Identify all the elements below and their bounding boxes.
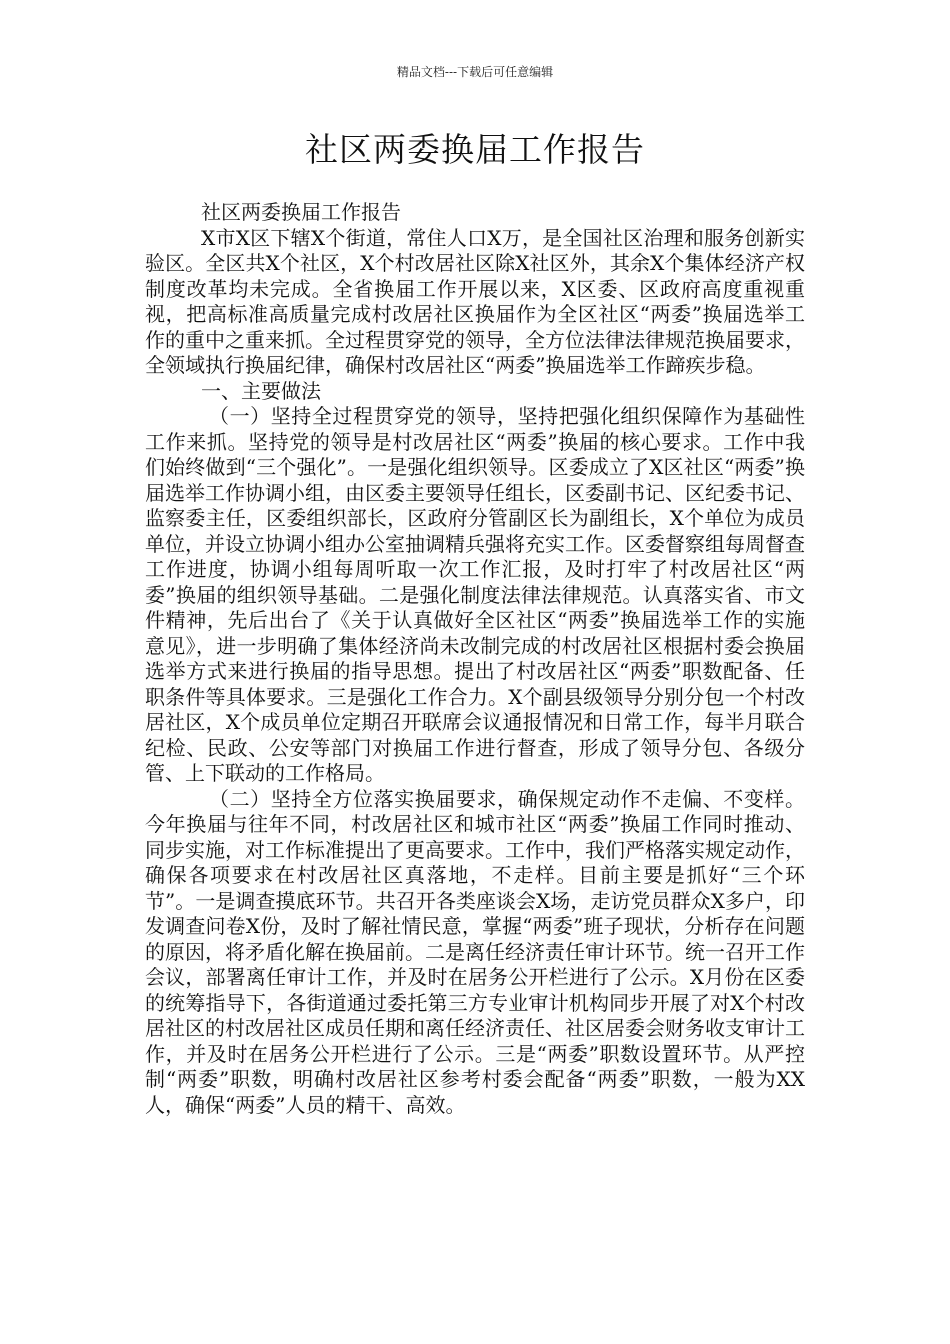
body-paragraph-section-2: （二）坚持全方位落实换届要求，确保规定动作不走偏、不变样。今年换届与往年不同，村改居社区和城市社区“两委”换届工作同时推动、同步实施，对工作标准提出了更高要求。工作中，我们严格落实规定动作，确保各项要求在村改居社区真落地，不走样。目前主要是抓好“三个环节”。一是调查摸底环节。共召开各类座谈会X场，走访党员群众X多户，印发调查问卷X份，及时了解社情民意，掌握“两委”班子现状，分析存在问题的原因，将矛盾化解在换届前。二是离任经济责任审计环节。统一召开工作会议，部署离任审计工作，并及时在居务公开栏进行了公示。X月份在区委的统筹指导下，各街道通过委托第三方专业审计机构同步开展了对X个村改居社区的村改居社区成员任期和离任经济责任、社区居委会财务收支审计工作，并及时在居务公开栏进行了公示。三是“两委”职数设置环节。从严控制“两委”职数，明确村改居社区参考村委会配备“两委”职数，一般为XX人，确保“两委”人员的精干、高效。: [145, 786, 805, 1117]
body-paragraph-subtitle: 社区两委换届工作报告: [201, 200, 401, 224]
body-paragraph-intro: X市X区下辖X个街道，常住人口X万，是全国社区治理和服务创新实验区。全区共X个社区，X个村改居社区除X社区外，其余X个集体经济产权制度改革均未完成。全省换届工作开展以来，X区委、区政府高度重视重视，把高标准高质量完成村改居社区换届作为全区社区“两委”换届选举工作的重中之重来抓。全过程贯穿党的领导，全方位法律法律规范换届要求，全领域执行换届纪律，确保村改居社区“两委”换届选举工作蹄疾步稳。: [145, 225, 805, 377]
section-heading: 一、主要做法: [201, 378, 321, 403]
body-paragraph-section-1: （一）坚持全过程贯穿党的领导，坚持把强化组织保障作为基础性工作来抓。坚持党的领导是村改居社区“两委”换届的核心要求。工作中我们始终做到“三个强化”。一是强化组织领导。区委成立了X区社区“两委”换届选举工作协调小组，由区委主要领导任组长，区委副书记、区纪委书记、监察委主任，区委组织部长，区政府分管副区长为副组长，X个单位为成员单位，并设立协调小组办公室抽调精兵强将充实工作。区委督察组每周督查工作进度，协调小组每周听取一次工作汇报，及时打牢了村改居社区“两委”换届的组织领导基础。二是强化制度法律法律规范。认真落实省、市文件精神，先后出台了《关于认真做好全区社区“两委”换届选举工作的实施意见》，进一步明确了集体经济尚未改制完成的村改居社区根据村委会换届选举方式来进行换届的指导思想。提出了村改居社区“两委”职数配备、任职条件等具体要求。三是强化工作合力。X个副县级领导分别分包一个村改居社区，X个成员单位定期召开联席会议通报情况和日常工作，每半月联合纪检、民政、公安等部门对换届工作进行督查，形成了领导分包、各级分管、上下联动的工作格局。: [145, 404, 805, 785]
document-title: 社区两委换届工作报告: [305, 130, 645, 169]
document-body: [145, 200, 805, 1118]
page-header: 精品文档---下载后可任意编辑: [396, 65, 554, 79]
